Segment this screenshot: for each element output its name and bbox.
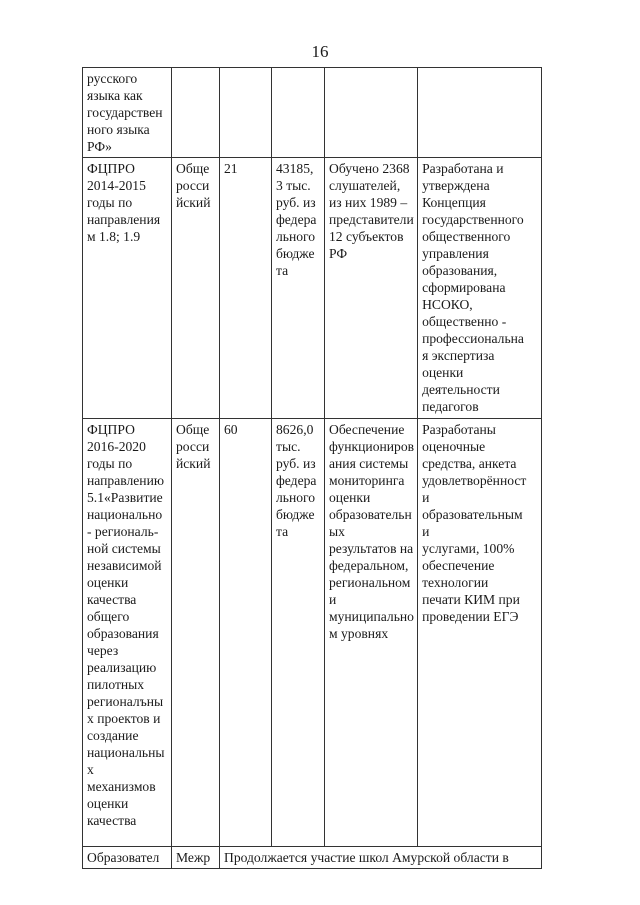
cell-text-line: мониторинга xyxy=(329,473,405,488)
cell-text-line: 60 xyxy=(224,422,238,437)
scope-cell xyxy=(172,68,220,158)
table-row xyxy=(83,847,542,869)
cell-text-line: оценочные xyxy=(422,439,486,454)
cell-text-line: - региональ- xyxy=(87,524,159,539)
cell-text-line: 12 субъектов xyxy=(329,229,404,244)
cell-text-line: руб. из xyxy=(276,195,316,210)
cell-text-line: русского xyxy=(87,71,138,86)
cell-text-line: образовательн xyxy=(329,507,412,522)
cell-text-line: 2016-2020 xyxy=(87,439,146,454)
cell-text-line: годы по xyxy=(87,456,133,471)
cell-text-line: представители xyxy=(329,212,414,227)
cell-text-line: ых xyxy=(329,524,345,539)
cell-text-line: федеральном, xyxy=(329,558,409,573)
cell-text-line: технологии xyxy=(422,575,489,590)
cell-text-line: ания системы xyxy=(329,456,409,471)
cell-text-line: йский xyxy=(176,195,211,210)
table-row xyxy=(83,158,542,419)
program-name-cell xyxy=(83,158,172,419)
cell-text-line: росси xyxy=(176,439,210,454)
cell-text-line: педагогов xyxy=(422,399,479,414)
cell-text-line: оценки xyxy=(329,490,371,505)
cell-text-line: оценки xyxy=(87,575,129,590)
cell-text-line: направлению xyxy=(87,473,164,488)
cell-text-line: общего xyxy=(87,609,130,624)
cell-text-line: печати КИМ при xyxy=(422,592,520,607)
funding-cell xyxy=(272,419,325,847)
cell-text-line: образовательным xyxy=(422,507,523,522)
cell-text-line: 21 xyxy=(224,161,238,176)
cell-text-line: оценки xyxy=(87,796,129,811)
cell-text-line: Обеспечение xyxy=(329,422,405,437)
cell-text-line: через xyxy=(87,643,119,658)
cell-text-line: 2014-2015 xyxy=(87,178,146,193)
cell-text-line: федера xyxy=(276,473,317,488)
cell-text-line: национально xyxy=(87,507,163,522)
activities-cell xyxy=(325,158,418,419)
scope-cell xyxy=(172,419,220,847)
cell-text-line: управления xyxy=(422,246,489,261)
cell-text-line: та xyxy=(276,263,289,278)
cell-text-line: и xyxy=(422,524,430,539)
cell-text-line: Продолжается участие школ Амурской области в xyxy=(224,850,509,865)
table-row xyxy=(83,68,542,158)
cell-text-line: региональном xyxy=(329,575,411,590)
cell-text-line: общественного xyxy=(422,229,511,244)
scope-cell xyxy=(172,847,220,869)
cell-text-line: общественно - xyxy=(422,314,507,329)
cell-text-line: Межр xyxy=(176,850,211,865)
cell-text-line: из них 1989 – xyxy=(329,195,408,210)
participants-cell xyxy=(220,68,272,158)
cell-text-line: муниципально xyxy=(329,609,414,624)
cell-text-line: я экспертиза xyxy=(422,348,495,363)
cell-text-line: деятельности xyxy=(422,382,500,397)
cell-text-line: РФ xyxy=(329,246,348,261)
cell-text-line: слушателей, xyxy=(329,178,401,193)
cell-text-line: НСОКО, xyxy=(422,297,473,312)
cell-text-line: м 1.8; 1.9 xyxy=(87,229,141,244)
cell-text-line: годы по xyxy=(87,195,133,210)
cell-text-line: федера xyxy=(276,212,317,227)
cell-text-line: независимой xyxy=(87,558,162,573)
cell-text-line: национальны xyxy=(87,745,165,760)
cell-text-line: Концепция xyxy=(422,195,486,210)
cell-text-line: Разработана и xyxy=(422,161,504,176)
cell-text-line: государственного xyxy=(422,212,524,227)
cell-text-line: Обучено 2368 xyxy=(329,161,410,176)
cell-text-line: языка как xyxy=(87,88,143,103)
cell-text-line: ного языка xyxy=(87,122,150,137)
cell-text-line: м уровнях xyxy=(329,626,389,641)
cell-text-line: проведении ЕГЭ xyxy=(422,609,519,624)
cell-text-line: регионалъны xyxy=(87,694,164,709)
cell-text-line: профессиональна xyxy=(422,331,524,346)
cell-text-line: йский xyxy=(176,456,211,471)
cell-text-line: бюдже xyxy=(276,507,315,522)
cell-text-line: Обще xyxy=(176,161,210,176)
cell-text-line: обеспечение xyxy=(422,558,495,573)
participants-cell xyxy=(220,419,272,847)
cell-text-line: ФЦПРО xyxy=(87,161,135,176)
page-number: 16 xyxy=(311,42,329,61)
cell-text-line: бюдже xyxy=(276,246,315,261)
activities-cell xyxy=(325,68,418,158)
cell-text-line: услугами, 100% xyxy=(422,541,515,556)
cell-text-line: та xyxy=(276,524,289,539)
cell-text-line: Образовател xyxy=(87,850,160,865)
cell-text-line: образования xyxy=(87,626,159,641)
cell-text-line: руб. из xyxy=(276,456,316,471)
cell-text-line: Обще xyxy=(176,422,210,437)
cell-text-line: пилотных xyxy=(87,677,145,692)
cell-text-line: ной системы xyxy=(87,541,161,556)
cell-text-line: механизмов xyxy=(87,779,156,794)
cell-text-line: росси xyxy=(176,178,210,193)
cell-text-line: х xyxy=(87,762,94,777)
cell-text-line: Разработаны xyxy=(422,422,496,437)
cell-text-line: тыс. xyxy=(276,439,301,454)
funding-cell xyxy=(272,158,325,419)
cell-text-line: и xyxy=(422,490,430,505)
results-cell xyxy=(418,68,542,158)
program-name-cell xyxy=(83,419,172,847)
cell-text-line: льного xyxy=(276,229,316,244)
table-row xyxy=(83,419,542,847)
cell-text-line: утверждена xyxy=(422,178,490,193)
activities-cell xyxy=(325,419,418,847)
cell-text-line: средства, анкета xyxy=(422,456,517,471)
cell-text-line: реализацию xyxy=(87,660,157,675)
program-name-cell xyxy=(83,68,172,158)
funding-cell xyxy=(272,68,325,158)
scope-cell xyxy=(172,158,220,419)
cell-text-line: создание xyxy=(87,728,139,743)
cell-text-line: качества xyxy=(87,813,137,828)
cell-text-line: сформирована xyxy=(422,280,506,295)
cell-text-line: ФЦПРО xyxy=(87,422,135,437)
cell-text-line: 8626,0 xyxy=(276,422,314,437)
cell-text-line: государствен xyxy=(87,105,163,120)
cell-text-line: РФ» xyxy=(87,139,112,154)
cell-text-line: качества xyxy=(87,592,137,607)
cell-text-line: льного xyxy=(276,490,316,505)
cell-text-line: направления xyxy=(87,212,161,227)
participants-cell xyxy=(220,847,542,869)
cell-text-line: результатов на xyxy=(329,541,414,556)
cell-text-line: образования, xyxy=(422,263,498,278)
cell-text-line: и xyxy=(329,592,337,607)
results-cell xyxy=(418,419,542,847)
cell-text-line: х проектов и xyxy=(87,711,161,726)
program-name-cell xyxy=(83,847,172,869)
cell-text-line: 43185, xyxy=(276,161,314,176)
participants-cell xyxy=(220,158,272,419)
cell-text-line: оценки xyxy=(422,365,464,380)
cell-text-line: 5.1«Развитие xyxy=(87,490,163,505)
program-table xyxy=(82,67,542,869)
cell-text-line: удовлетворённост xyxy=(422,473,527,488)
cell-text-line: функциониров xyxy=(329,439,415,454)
results-cell xyxy=(418,158,542,419)
cell-text-line: 3 тыс. xyxy=(276,178,311,193)
